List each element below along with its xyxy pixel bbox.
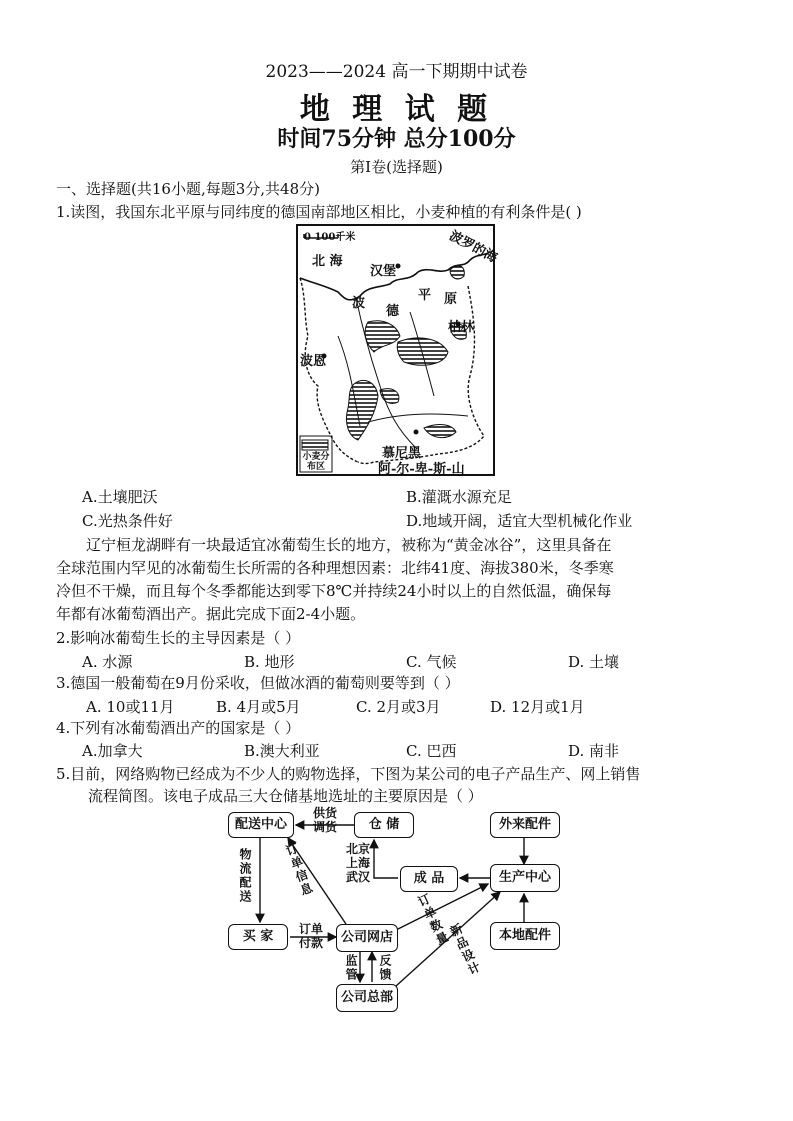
question-4-stem: 4.下列有冰葡萄酒出产的国家是（ ） [56, 719, 301, 737]
passage-line-2: 全球范围内罕见的冰葡萄生长所需的各种理想因素：北纬41度、海拔380米，冬季寒 [56, 559, 614, 577]
q4-option-b: B.澳大利亚 [244, 742, 320, 760]
germany-wheat-map [296, 224, 500, 477]
section-heading: 一、选择题(共16小题,每题3分,共48分) [56, 180, 320, 198]
q2-option-b: B. 地形 [244, 653, 295, 671]
q1-option-d: D.地域开阔，适宜大型机械化作业 [406, 512, 633, 530]
q2-option-c: C. 气候 [406, 653, 457, 671]
flow-box-distribution: 配送中心 [228, 812, 294, 838]
map-label-hamburg: 汉堡 [370, 264, 397, 279]
passage-line-3: 冷但不干燥，而且每个冬季都能达到零下8℃并持续24小时以上的自然低温，确保每 [56, 582, 612, 600]
q3-option-d: D. 12月或1月 [490, 698, 585, 716]
question-5-stem-1: 5.目前，网络购物已经成为不少人的购物选择，下图为某公司的电子产品生产、网上销售 [56, 765, 641, 783]
question-5-stem-2: 流程简图。该电子成品三大仓储基地选址的主要原因是（ ） [88, 787, 483, 805]
question-2-stem: 2.影响冰葡萄生长的主导因素是（ ） [56, 629, 301, 647]
q2-option-d: D. 土壤 [568, 653, 620, 671]
map-label-munich: 慕尼黑 [382, 446, 422, 461]
map-label-berlin: 柏林 [448, 320, 475, 335]
map-label-baltic: 波罗的海 [446, 228, 500, 267]
q2-option-a: A. 水源 [82, 653, 133, 671]
volume-label: 第Ⅰ卷(选择题) [350, 158, 443, 176]
flow-label-order-qty: 订单数量 [414, 891, 452, 949]
q3-option-a: A. 10或11月 [86, 698, 175, 716]
flow-box-local-parts: 本地配件 [490, 922, 560, 950]
flow-label-order-info: 订单信息 [282, 841, 316, 899]
flow-label-feedback: 反馈 [378, 954, 392, 982]
q4-option-a: A.加拿大 [82, 742, 143, 760]
flow-box-headquarters: 公司总部 [336, 984, 398, 1012]
map-label-north-sea: 北 海 [312, 254, 343, 269]
flow-box-finished: 成 品 [400, 866, 458, 892]
map-label-alps: 阿-尔-卑-斯-山 [378, 462, 465, 477]
map-legend-label: 小麦分布区 [302, 452, 330, 472]
map-label-plain-3: 平 [418, 288, 432, 303]
flow-label-cities: 北京上海武汉 [345, 842, 370, 884]
flow-label-supply: 供货调货 [312, 806, 337, 834]
flow-label-logistics: 物流配送 [238, 848, 252, 904]
q4-option-d: D. 南非 [568, 742, 620, 760]
question-1-stem: 1.读图，我国东北平原与同纬度的德国南部地区相比，小麦种植的有利条件是( ) [56, 203, 582, 221]
flow-box-buyer: 买 家 [228, 924, 288, 950]
map-label-bonn: 波恩 [300, 354, 327, 369]
q1-option-b: B.灌溉水源充足 [406, 488, 512, 506]
q4-option-c: C. 巴西 [406, 742, 457, 760]
exam-title: 2023——2024 高一下期期中试卷 [265, 62, 528, 82]
q1-option-a: A.土壤肥沃 [82, 488, 158, 506]
flow-diagram [220, 806, 580, 1018]
map-scale: 0 100千米 [304, 232, 356, 243]
map-label-plain-4: 原 [444, 292, 458, 307]
passage-line-4: 年都有冰葡萄酒出产。据此完成下面2-4小题。 [56, 605, 366, 623]
q3-option-b: B. 4月或5月 [216, 698, 301, 716]
flow-label-supervise: 监管 [344, 954, 358, 982]
flow-box-online-store: 公司网店 [336, 924, 398, 952]
passage-line-1: 辽宁桓龙湖畔有一块最适宜冰葡萄生长的地方，被称为“黄金冰谷”，这里具备在 [86, 536, 612, 554]
flow-box-warehouse: 仓 储 [354, 812, 414, 838]
flow-label-new-design: 新品设计 [446, 921, 484, 979]
flow-label-order-payment: 订单付款 [298, 922, 323, 950]
map-label-plain-2: 德 [386, 304, 400, 319]
subject-title: 地 理 试 题 [299, 92, 494, 127]
flow-box-external-parts: 外来配件 [490, 812, 560, 838]
map-label-plain-1: 波 [352, 296, 366, 311]
q3-option-c: C. 2月或3月 [356, 698, 441, 716]
flow-box-production: 生产中心 [490, 864, 560, 892]
question-3-stem: 3.德国一般葡萄在9月份采收，但做冰酒的葡萄则要等到（ ） [56, 674, 460, 692]
q1-option-c: C.光热条件好 [82, 512, 173, 530]
time-score: 时间75分钟 总分100分 [277, 126, 516, 152]
